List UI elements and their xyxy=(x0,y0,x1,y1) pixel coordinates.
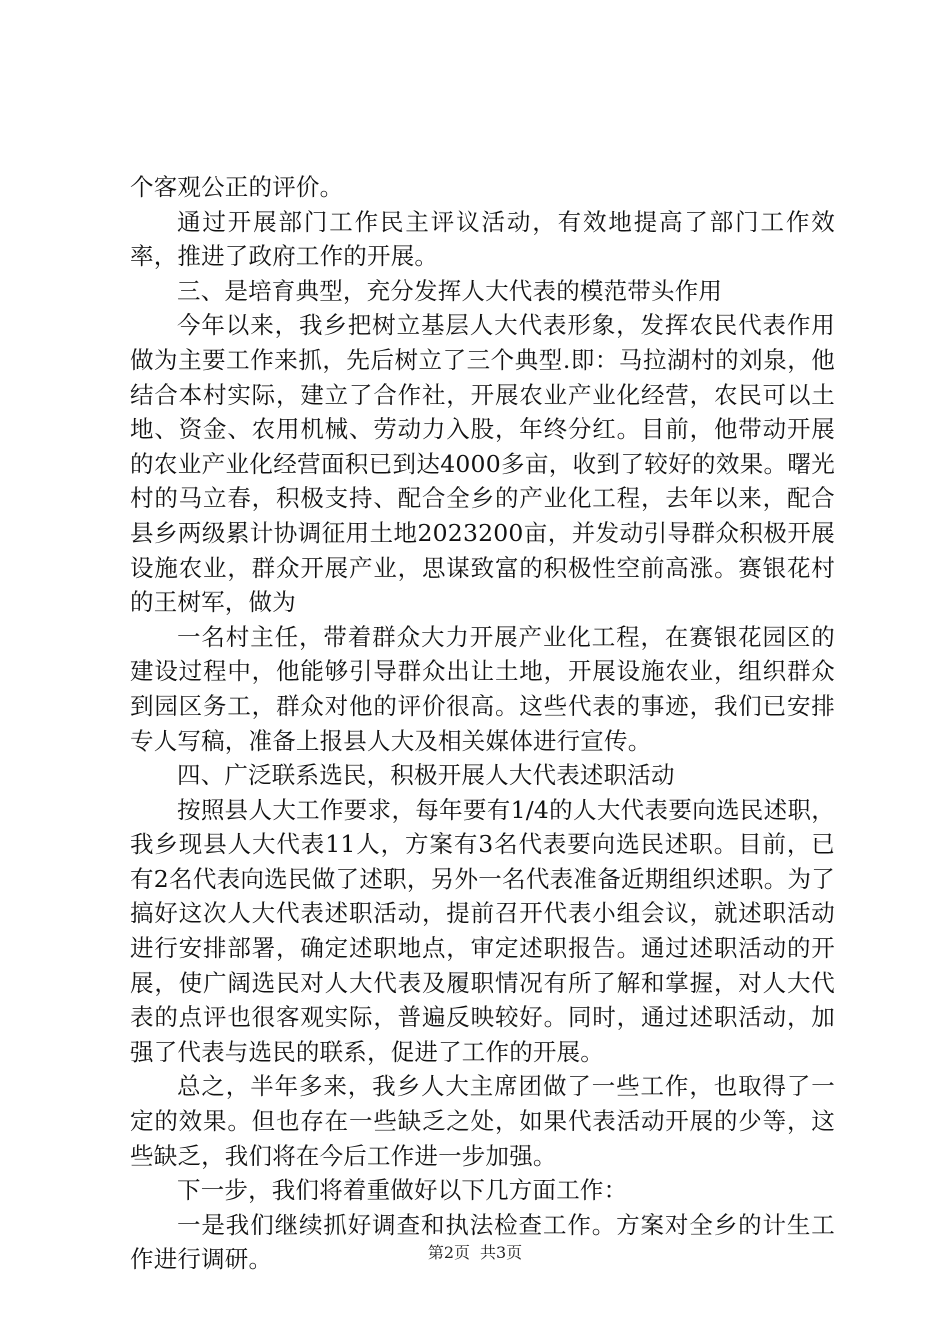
paragraph-evaluation-result: 通过开展部门工作民主评议活动，有效地提高了部门工作效率，推进了政府工作的开展。 xyxy=(130,207,835,271)
paragraph-next-step-1: 一是我们继续抓好调查和执法检查工作。方案对全乡的计生工作进行调研。 xyxy=(130,1210,835,1274)
paragraph-next-steps-intro: 下一步，我们将着重做好以下几方面工作： xyxy=(177,1176,628,1205)
paragraph-village-head: 一名村主任，带着群众大力开展产业化工程，在赛银花园区的建设过程中，他能够引导群众出让土地，开展设施农业，组织群众到园区务工，群众对他的评价很高。这些代表的事迹，我们已安排专人写稿，准备上报县人大及相关媒体进行宣传。 xyxy=(130,622,835,755)
section-heading-4: 四、广泛联系选民，积极开展人大代表述职活动 xyxy=(177,761,675,790)
section-heading-3: 三、是培育典型，充分发挥人大代表的模范带头作用 xyxy=(177,276,723,305)
page-footer xyxy=(0,1243,950,1263)
paragraph-continuation: 个客观公正的评价。 xyxy=(130,173,344,201)
page-number: 第2页 xyxy=(427,1243,470,1262)
page-total: 共3页 xyxy=(480,1243,523,1262)
paragraph-model-representatives: 今年以来，我乡把树立基层人大代表形象，发挥农民代表作用做为主要工作来抓，先后树立了三个典型.即：马拉湖村的刘泉，他结合本村实际，建立了合作社，开展农业产业化经营，农民可以土地、资金、农用机械、劳动力入股，年终分红。目前，他带动开展的农业产业化经营面积已到达4000多亩，收到了较好的效果。曙光村的马立春，积极支持、配合全乡的产业化工程，去年以来，配合县乡两级累计协调征用土地2023200亩，并发动引导群众积极开展设施农业，群众开展产业，思谋致富的积极性空前高涨。赛银花村的王树军，做为 xyxy=(130,311,835,617)
document-body xyxy=(130,170,835,1277)
paragraph-reporting-activities: 按照县人大工作要求，每年要有1/4的人大代表要向选民述职，我乡现县人大代表11人，方案有3名代表要向选民述职。目前，已有2名代表向选民做了述职，另外一名代表准备近期组织述职。为了搞好这次人大代表述职活动，提前召开代表小组会议，就述职活动进行安排部署，确定述职地点，审定述职报告。通过述职活动的开展，使广阔选民对人大代表及履职情况有所了解和掌握，对人大代表的点评也很客观实际，普遍反映较好。同时，通过述职活动，加强了代表与选民的联系，促进了工作的开展。 xyxy=(130,795,835,1066)
paragraph-summary: 总之，半年多来，我乡人大主席团做了一些工作，也取得了一定的效果。但也存在一些缺乏之处，如果代表活动开展的少等，这些缺乏，我们将在今后工作进一步加强。 xyxy=(130,1072,835,1170)
